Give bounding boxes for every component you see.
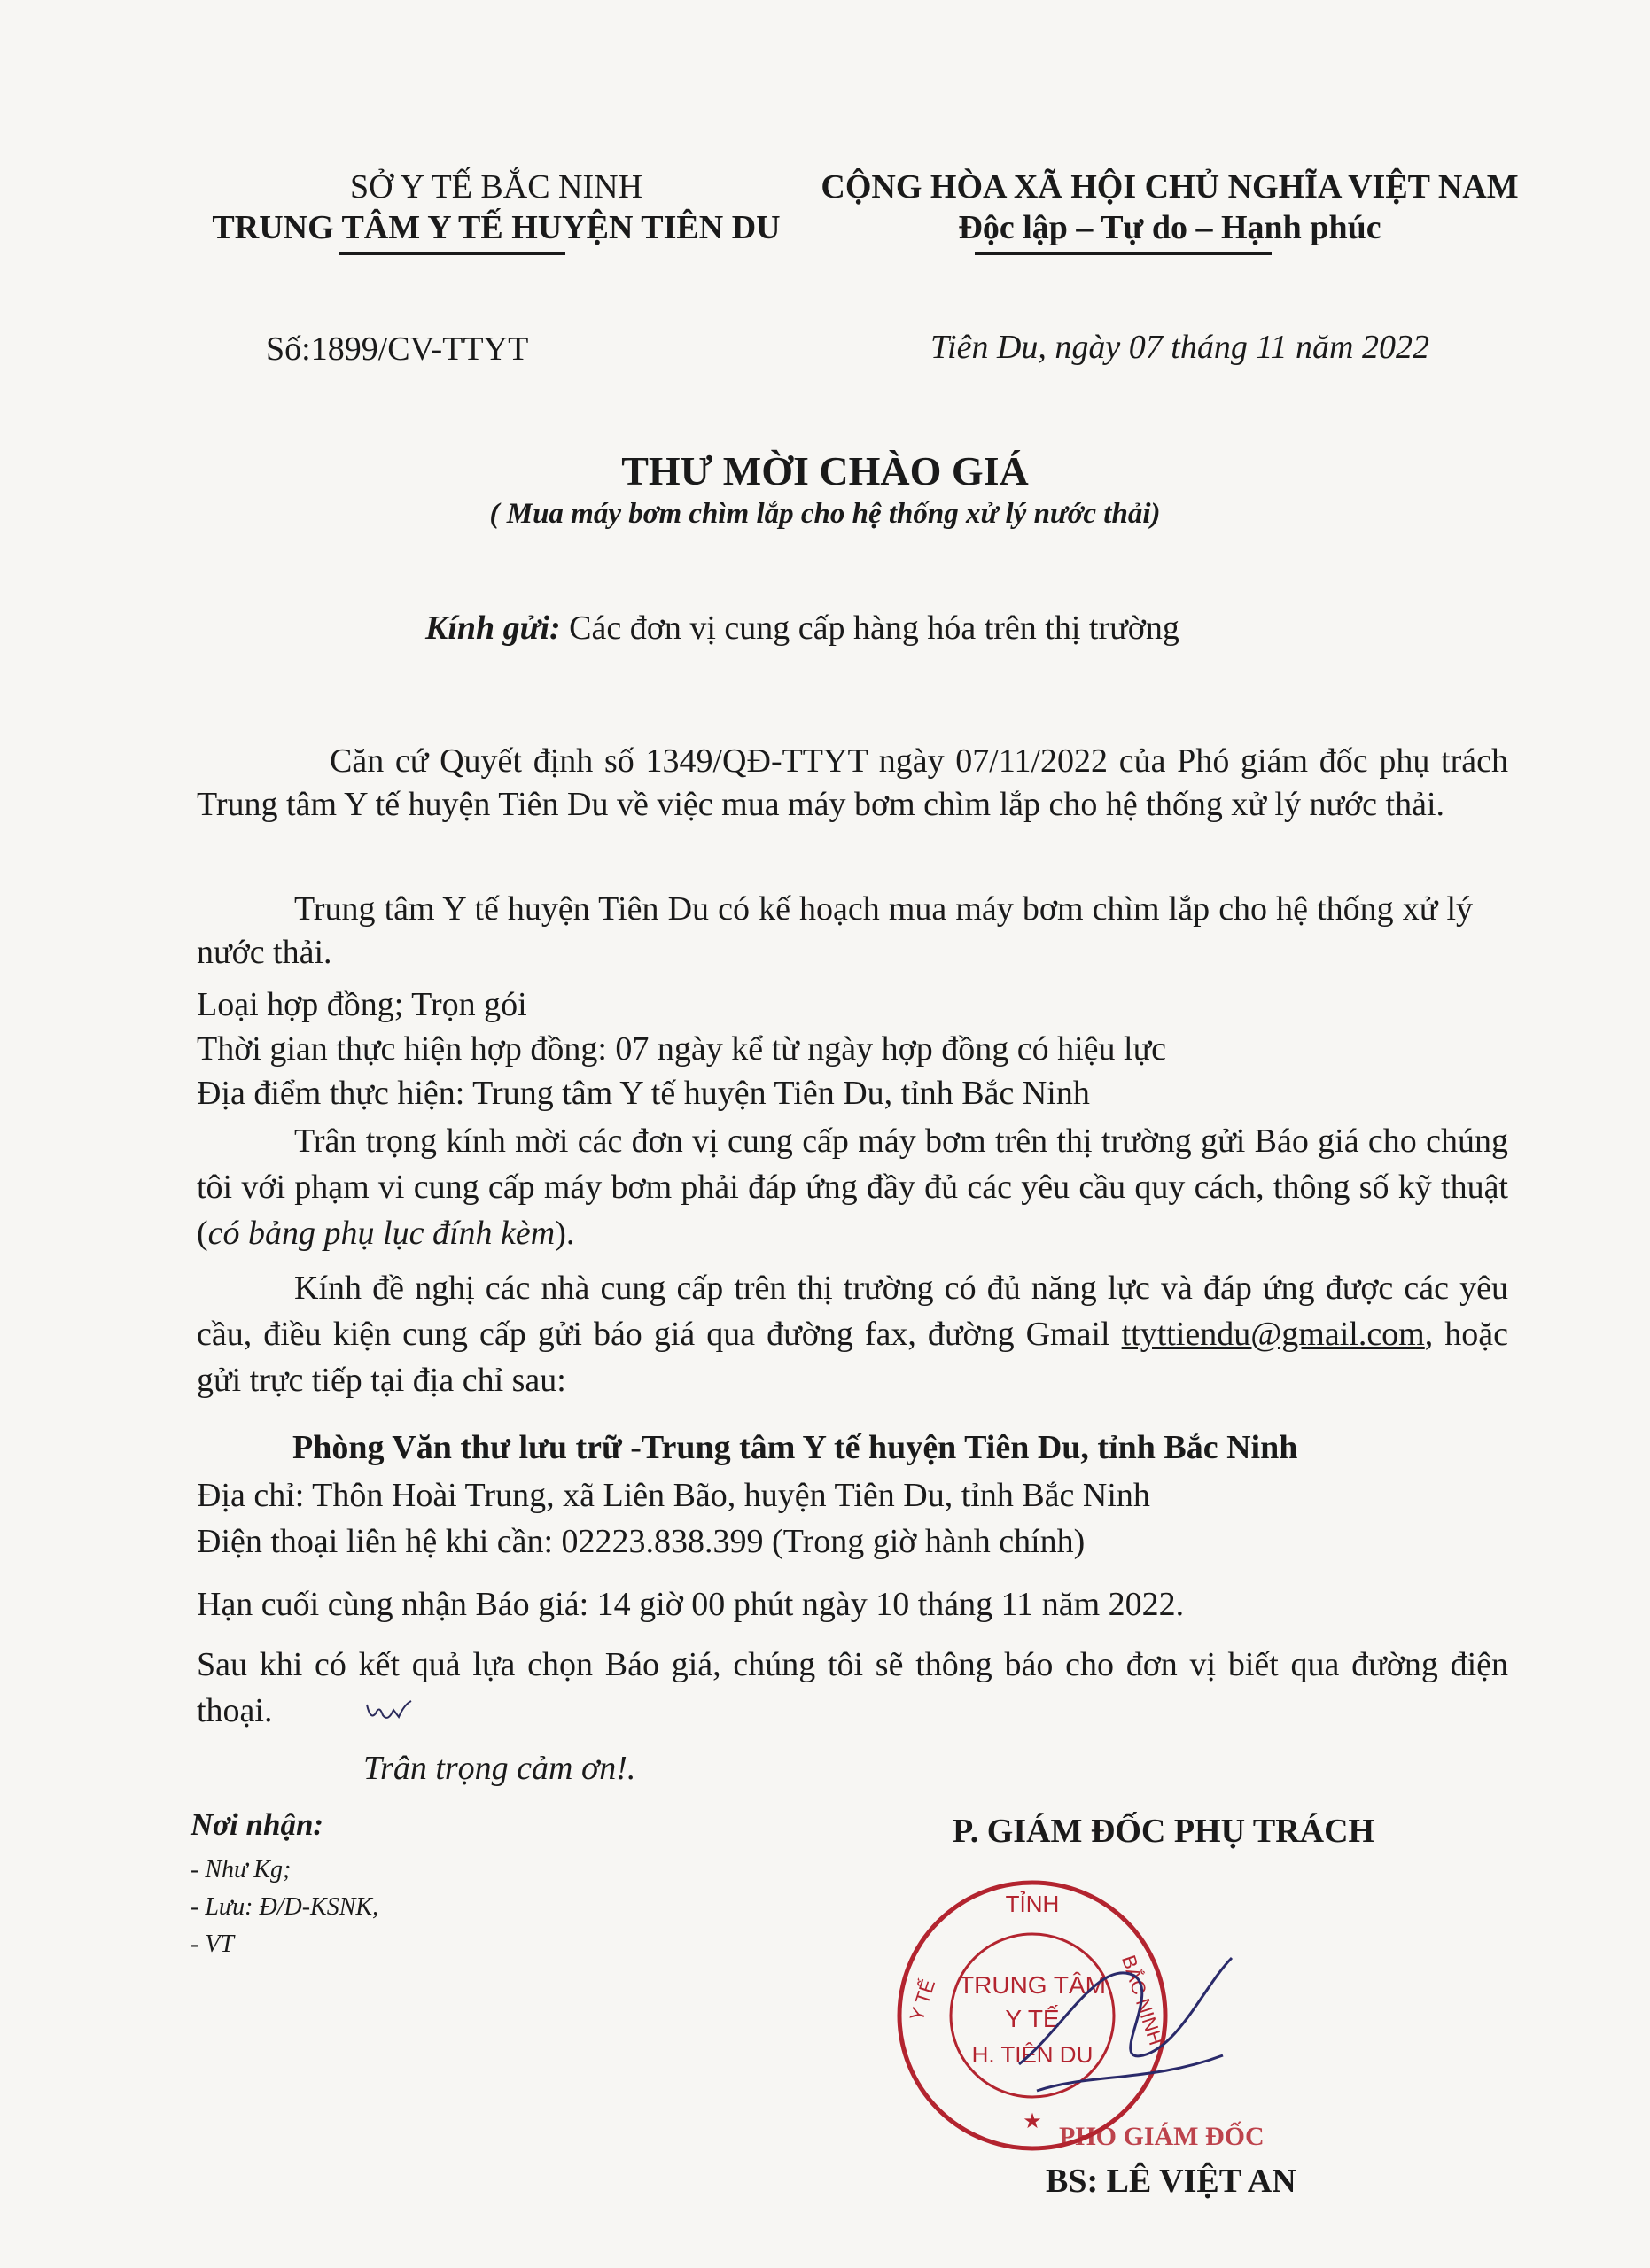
deadline: Hạn cuối cùng nhận Báo giá: 14 giờ 00 phút ngày 10 tháng 11 năm 2022. <box>197 1586 1185 1623</box>
invitation-end: ). <box>555 1215 575 1252</box>
address: Địa chỉ: Thôn Hoài Trung, xã Liên Bão, huyện Tiên Du, tỉnh Bắc Ninh <box>197 1477 1150 1514</box>
request-text: Kính đề nghị các nhà cung cấp trên thị trường có đủ năng lực và đáp ứng được các yêu cầu, điều kiện cung cấp gửi báo giá qua đường fax, đường Gmail <box>197 1270 1508 1353</box>
org-underline <box>339 252 565 255</box>
paragraph-request <box>197 1265 1508 1403</box>
recipient-item: - VT <box>191 1930 234 1958</box>
paragraph-legal-basis: Căn cứ Quyết định số 1349/QĐ-TTYT ngày 07/11/2022 của Phó giám đốc phụ trách Trung tâm Y tế huyện Tiên Du về việc mua máy bơm chìm lắp cho hệ thống xử lý nước thải. <box>197 742 1508 823</box>
stamp-overprint: PHÓ GIÁM ĐỐC <box>1059 2122 1265 2151</box>
office-name: Phòng Văn thư lưu trữ -Trung tâm Y tế huyện Tiên Du, tỉnh Bắc Ninh <box>292 1429 1298 1466</box>
paragraph-plan: Trung tâm Y tế huyện Tiên Du có kế hoạch mua máy bơm chìm lắp cho hệ thống xử lý nước thải. <box>197 890 1473 971</box>
org-line2: TRUNG TÂM Y TẾ HUYỆN TIÊN DU <box>212 209 781 246</box>
recipient-item: - Như Kg; <box>191 1856 292 1884</box>
stamp-left-text: Y TẾ <box>905 1976 940 2024</box>
paragraph-result: Sau khi có kết quả lựa chọn Báo giá, chúng tôi sẽ thông báo cho đơn vị biết qua đường điện thoại. <box>197 1646 1508 1729</box>
recipient-item: - Lưu: Đ/D-KSNK, <box>191 1893 379 1921</box>
nation-line1: CỘNG HÒA XÃ HỘI CHỦ NGHĨA VIỆT NAM <box>821 168 1519 206</box>
initials-mark <box>363 1694 416 1729</box>
handwritten-signature <box>1001 1922 1267 2117</box>
contract-time: Thời gian thực hiện hợp đồng: 07 ngày kể từ ngày hợp đồng có hiệu lực <box>197 1030 1167 1068</box>
stamp-top-text: TỈNH <box>1005 1891 1060 1917</box>
org-header <box>177 167 815 248</box>
stamp-center-line3: H. TIÊN DU <box>971 2041 1094 2068</box>
document-subtitle: ( Mua máy bơm chìm lắp cho hệ thống xử lý nước thải) <box>489 498 1161 530</box>
salutation-text: Các đơn vị cung cấp hàng hóa trên thị trường <box>569 610 1179 647</box>
location: Địa điểm thực hiện: Trung tâm Y tế huyện Tiên Du, tỉnh Bắc Ninh <box>197 1075 1090 1112</box>
signer-title: P. GIÁM ĐỐC PHỤ TRÁCH <box>953 1813 1375 1850</box>
doc-number: Số:1899/CV-TTYT <box>266 330 529 368</box>
document-title: THƯ MỜI CHÀO GIÁ <box>621 448 1029 493</box>
stamp-center-line1: TRUNG TÂM <box>959 1971 1106 1999</box>
salutation-label: Kính gửi: <box>425 610 561 647</box>
contract-type: Loại hợp đồng; Trọn gói <box>197 986 527 1023</box>
request-end: , hoặc gửi trực tiếp tại địa chỉ sau: <box>197 1316 1509 1399</box>
stamp-right-text: BẮC NINH <box>1117 1952 1168 2048</box>
nation-header <box>762 167 1577 248</box>
recipients-list <box>191 1852 378 1963</box>
invitation-text: Trân trọng kính mời các đơn vị cung cấp máy bơm trên thị trường gửi Báo giá cho chúng tôi với phạm vi cung cấp máy bơm phải đáp ứng đầy đủ các yêu cầu quy cách, thông số kỹ thuật ( <box>197 1122 1508 1252</box>
org-line1: SỞ Y TẾ BẮC NINH <box>349 168 643 206</box>
attachment-note: có bảng phụ lục đính kèm <box>207 1215 556 1252</box>
recipients-label: Nơi nhận: <box>191 1807 324 1842</box>
place-date: Tiên Du, ngày 07 tháng 11 năm 2022 <box>930 329 1429 366</box>
email-link[interactable]: ttyttiendu@gmail.com <box>1121 1316 1425 1353</box>
svg-text:★: ★ <box>1023 2109 1042 2133</box>
closing: Trân trọng cảm ơn!. <box>363 1750 636 1787</box>
salutation <box>425 607 1577 650</box>
nation-line2: Độc lập – Tự do – Hạnh phúc <box>958 209 1381 246</box>
signer-name: BS: LÊ VIỆT AN <box>1046 2163 1296 2200</box>
stamp-center-line2: Y TẾ <box>1005 2005 1060 2032</box>
paragraph-invitation <box>197 1118 1508 1256</box>
phone: Điện thoại liên hệ khi cần: 02223.838.399 (Trong giờ hành chính) <box>197 1523 1086 1560</box>
nation-underline <box>975 252 1272 255</box>
